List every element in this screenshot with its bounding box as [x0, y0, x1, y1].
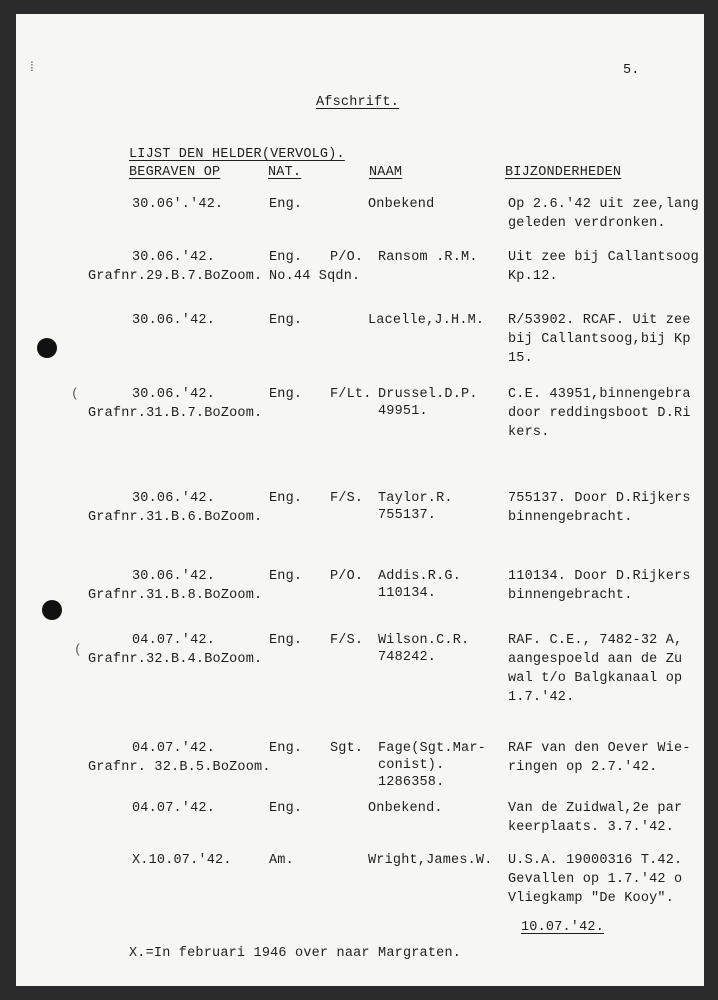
list-title: LIJST DEN HELDER(VERVOLG). [129, 147, 345, 162]
details-line: binnengebracht. [508, 510, 633, 525]
details-line: bij Callantsoog,bij Kp [508, 332, 691, 347]
rank: F/S. [330, 633, 364, 648]
nationality: Eng. [269, 250, 303, 265]
details-line: binnengebracht. [508, 588, 633, 603]
nationality: Eng. [269, 387, 303, 402]
rank: F/Lt. [330, 387, 372, 402]
person-name: Taylor.R. [378, 491, 453, 506]
header-bijzonderheden: BIJZONDERHEDEN [505, 165, 622, 180]
punch-hole [42, 600, 62, 620]
person-name: Onbekend. [368, 801, 443, 816]
header-begraven: BEGRAVEN OP [129, 165, 221, 180]
burial-date: 04.07.'42. [132, 633, 216, 648]
margin-mark: ⁞ [28, 60, 36, 75]
header-naam: NAAM [369, 165, 403, 180]
grave-number: Grafnr.32.B.4.BoZoom. [88, 652, 263, 667]
details-line: kers. [508, 425, 550, 440]
person-name: Onbekend [368, 197, 435, 212]
rank: P/O. [330, 250, 364, 265]
unit: No.44 Sqdn. [269, 269, 361, 284]
margin-mark: ( [71, 386, 79, 401]
nationality: Eng. [269, 197, 303, 212]
burial-date: 30.06.'42. [132, 491, 216, 506]
margin-mark: ( [74, 642, 82, 657]
grave-number: Grafnr.31.B.6.BoZoom. [88, 510, 263, 525]
details-line: RAF van den Oever Wie- [508, 741, 691, 756]
details-line: ringen op 2.7.'42. [508, 760, 658, 775]
details-line: U.S.A. 19000316 T.42. [508, 853, 683, 868]
nationality: Eng. [269, 741, 303, 756]
details-line: keerplaats. 3.7.'42. [508, 820, 675, 835]
person-name: Wilson.C.R. [378, 633, 470, 648]
person-name: Addis.R.G. [378, 569, 462, 584]
service-number: 1286358. [378, 775, 445, 790]
grave-number: Grafnr.29.B.7.BoZoom. [88, 269, 263, 284]
punch-hole [37, 338, 57, 358]
details-line: 110134. Door D.Rijkers [508, 569, 691, 584]
service-number: 110134. [378, 586, 437, 601]
nationality: Eng. [269, 491, 303, 506]
person-name: Lacelle,J.H.M. [368, 313, 485, 328]
burial-date: 30.06.'42. [132, 387, 216, 402]
details-line: 755137. Door D.Rijkers [508, 491, 691, 506]
person-name: Drussel.D.P. [378, 387, 478, 402]
details-line: aangespoeld aan de Zu [508, 652, 683, 667]
closing-date: 10.07.'42. [521, 920, 605, 935]
person-name: Fage(Sgt.Mar- [378, 741, 486, 756]
header-nat: NAT. [268, 165, 302, 180]
burial-date: X.10.07.'42. [132, 853, 232, 868]
details-line: Gevallen op 1.7.'42 o [508, 872, 683, 887]
details-line: C.E. 43951,binnengebra [508, 387, 691, 402]
rank: Sgt. [330, 741, 364, 756]
details-line: R/53902. RCAF. Uit zee [508, 313, 691, 328]
page-number: 5. [623, 63, 640, 78]
service-number: 755137. [378, 508, 437, 523]
rank: P/O. [330, 569, 364, 584]
burial-date: 30.06.'42. [132, 569, 216, 584]
grave-number: Grafnr.31.B.7.BoZoom. [88, 406, 263, 421]
details-line: Uit zee bij Callantsoog [508, 250, 699, 265]
nationality: Eng. [269, 313, 303, 328]
details-line: Van de Zuidwal,2e par [508, 801, 683, 816]
details-line: 1.7.'42. [508, 690, 575, 705]
document-page [16, 14, 704, 986]
grave-number: Grafnr.31.B.8.BoZoom. [88, 588, 263, 603]
details-line: Vliegkamp "De Kooy". [508, 891, 675, 906]
service-number: conist). [378, 758, 445, 773]
burial-date: 30.06'.'42. [132, 197, 224, 212]
details-line: Op 2.6.'42 uit zee,lang [508, 197, 699, 212]
person-name: Ransom .R.M. [378, 250, 478, 265]
rank: F/S. [330, 491, 364, 506]
details-line: 15. [508, 351, 533, 366]
burial-date: 30.06.'42. [132, 250, 216, 265]
burial-date: 04.07.'42. [132, 741, 216, 756]
details-line: RAF. C.E., 7482-32 A, [508, 633, 683, 648]
document-title: Afschrift. [316, 95, 400, 110]
details-line: Kp.12. [508, 269, 558, 284]
details-line: door reddingsboot D.Ri [508, 406, 691, 421]
person-name: Wright,James.W. [368, 853, 493, 868]
burial-date: 30.06.'42. [132, 313, 216, 328]
burial-date: 04.07.'42. [132, 801, 216, 816]
details-line: geleden verdronken. [508, 216, 666, 231]
nationality: Eng. [269, 801, 303, 816]
service-number: 49951. [378, 404, 428, 419]
nationality: Eng. [269, 569, 303, 584]
footnote: X.=In februari 1946 over naar Margraten. [129, 946, 462, 961]
service-number: 748242. [378, 650, 437, 665]
nationality: Am. [269, 853, 294, 868]
grave-number: Grafnr. 32.B.5.BoZoom. [88, 760, 271, 775]
details-line: wal t/o Balgkanaal op [508, 671, 683, 686]
nationality: Eng. [269, 633, 303, 648]
